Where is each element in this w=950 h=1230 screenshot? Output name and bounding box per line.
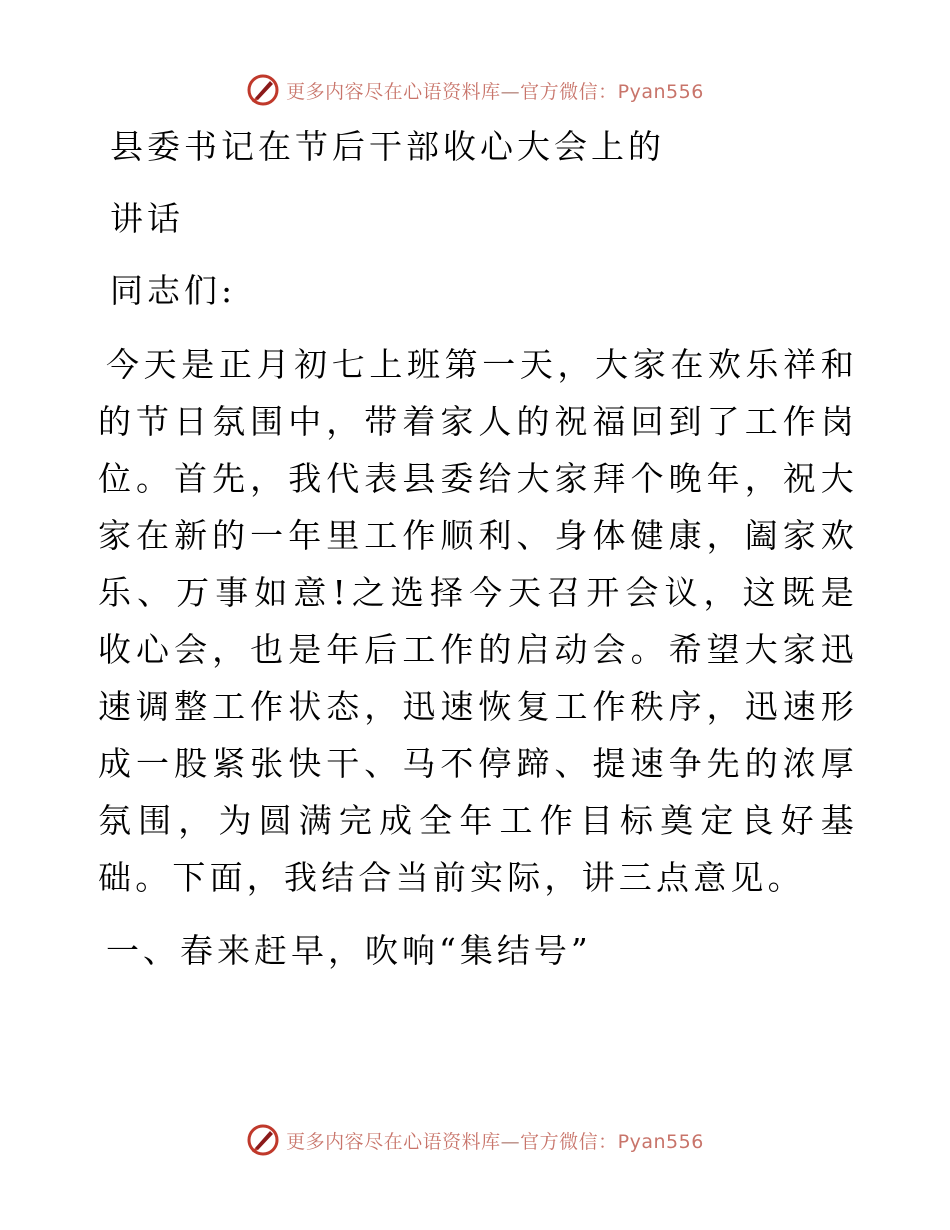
document-title-line1: 县委书记在节后干部收心大会上的 bbox=[110, 127, 665, 166]
banner-separator: — bbox=[500, 80, 521, 103]
document-title-line2: 讲话 bbox=[110, 199, 184, 238]
banner-main-text: 更多内容尽在心语资料库 bbox=[286, 80, 501, 103]
banner-separator: — bbox=[500, 1130, 521, 1153]
quill-pen-logo-icon bbox=[246, 73, 280, 107]
footer-watermark-banner bbox=[0, 1120, 950, 1160]
banner-wechat-text: 官方微信：Pyan556 bbox=[520, 80, 704, 103]
body-paragraph: 今天是正月初七上班第一天，大家在欢乐祥和的节日氛围中，带着家人的祝福回到了工作岗位。首先，我代表县委给大家拜个晚年，祝大家在新的一年里工作顺利、身体健康，阖家欢乐、万事如意!之选择今天召开会议，这既是收心会，也是年后工作的启动会。希望大家迅速调整工作状态，迅速恢复工作秩序，迅速形成一股紧张快干、马不停蹄、提速争先的浓厚氛围，为圆满完成全年工作目标奠定良好基础。下面，我结合当前实际，讲三点意见。 bbox=[98, 345, 858, 897]
banner-wechat-text: 官方微信：Pyan556 bbox=[520, 1130, 704, 1153]
banner-main-text: 更多内容尽在心语资料库 bbox=[286, 1130, 501, 1153]
section-heading: 一、春来赶早，吹响“集结号” bbox=[106, 931, 592, 970]
header-watermark-banner bbox=[0, 70, 950, 110]
document-body bbox=[98, 118, 858, 980]
salutation: 同志们: bbox=[110, 271, 237, 310]
quill-pen-logo-icon bbox=[246, 1123, 280, 1157]
